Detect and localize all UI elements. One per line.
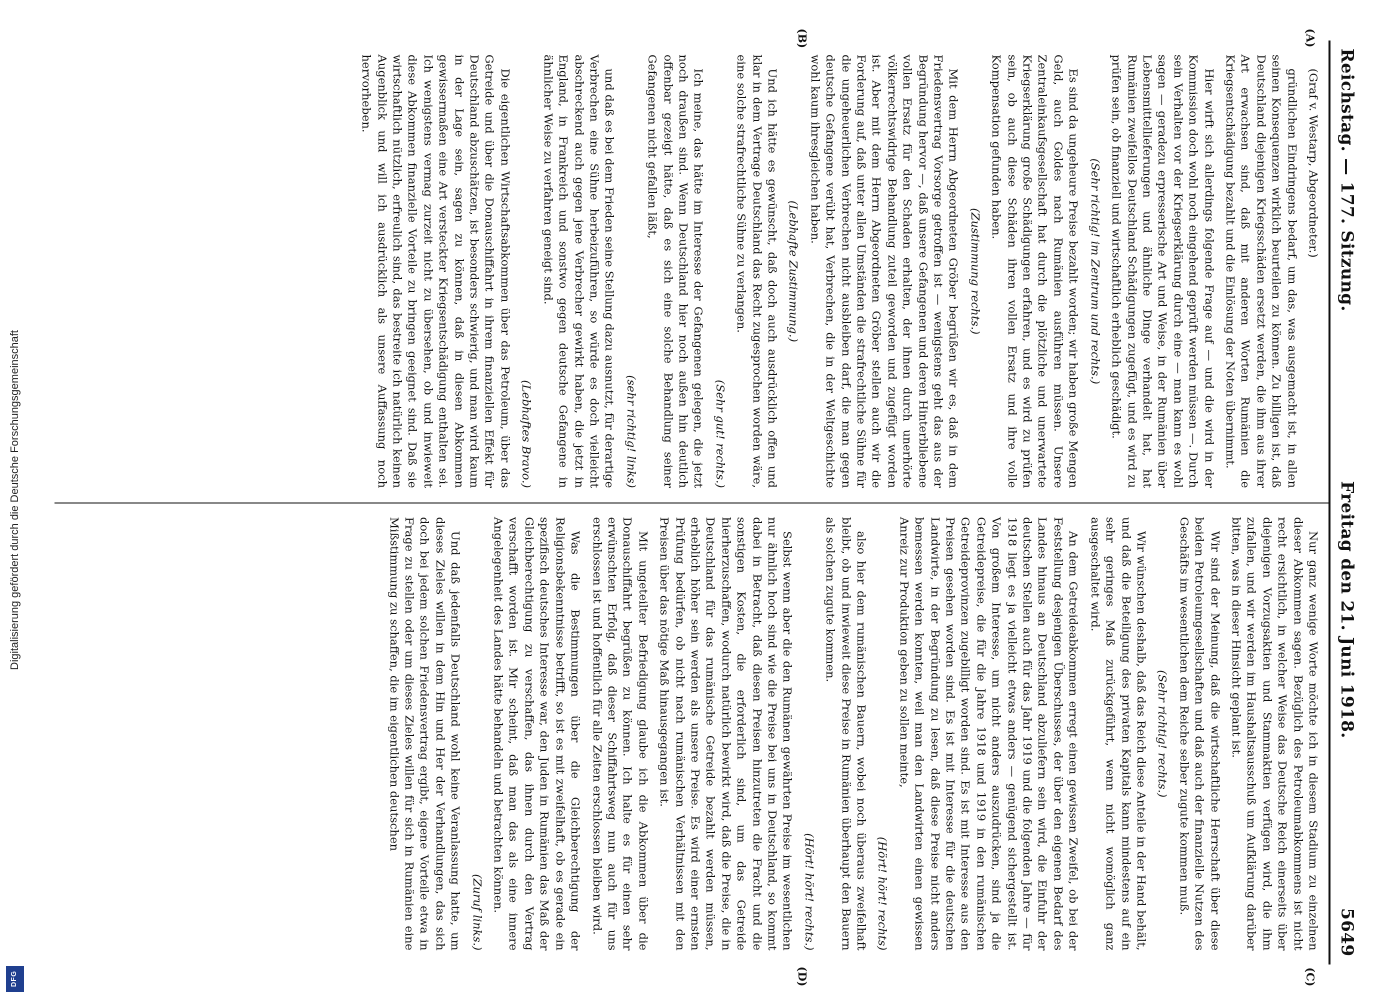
interjection: (sehr richtig! links) (624, 375, 639, 488)
paragraph: gründlichen Eindringens bedarf, um das, was ausgemacht ist, in allen seinen Konsequenzen wirklich beurteilen zu können. Zu billigen ist, daß Deutschland diejenigen Kriegsschäden ersetzt werden, die ihm aus ihrer Art erwachsen sind, daß mit anderen Worten Rumänien die Kriegsentschädigung bezahlt und die Einlösung der Noten übernimmt. (1223, 54, 1300, 488)
paragraph: Nur ganz wenige Worte möchte ich in diesem Stadium zu einzelnen dieser Abkommen sagen. Bezüglich des Petroleumabkommens ist nicht recht ersichtlich, in welcher Weise das Deutsche Reich einerseits über diejenigen Vorzugsaktien und Stammaktien verfügen wird, die ihm zufallen, und wir werden im Haushaltsausschuß um Aufklärung darüber bitten, was in dieser Hinsicht geplant ist. (1229, 517, 1321, 951)
interjection: (Hört! hört! rechts) (875, 836, 890, 951)
paragraph: Hier wirft sich allerdings folgende Frage auf — und die wird in der Kommission doch wohl noch eingehend geprüft werden müssen —. Durch sein Verhalten vor der Kriegserklärung durch eine — man kann es wohl sagen — geradezu erpresserische Art und Weise, in der Rumänien über Lebensmittellieferungen und ähnliche Dinge verhandelt hat, hat Rumänien zweifellos Deutschland Schädigungen zugefügt, und es wird zu prüfen sein, ob finanziell und wirtschaftlich erheblich geschädigt. (1109, 54, 1217, 488)
paragraph: Mit dem Herrn Abgeordneten Gröber begrüßen wir es, daß in dem Friedensvertrag Vorsorge getroffen ist — wenigstens geht das aus der Begründung hervor —, daß unsere Gefangenen und deren Hinterbliebene vollen Ersatz für den Schaden erhalten, der ihnen durch unerhörte völkerrechtswidrige Behandlung zuteil geworden und zugefügt worden ist. Aber mit dem Herrn Abgeordneten Gröber stellen auch wir die Forderung auf, daß unter allen Umständen die strafrechtliche Sühne für die ungeheuerlichen Verbrechen nicht ausbleiben darf, die man gegen deutsche Gefangene verübt hat, Verbrechen, die in der Weltgeschichte wohl kaum ihresgleichen haben. (808, 54, 961, 488)
margin-mark-c: (C) (1303, 967, 1317, 987)
paragraph: Und ich hätte es gewünscht, daß doch auch ausdrücklich offen und klar in dem Vertrage Deutschland das Recht zugesprochen worden wäre, eine solche strafrechtliche Sühne zu verlangen. (734, 54, 780, 488)
interjection: (Lebhaftes Bravo.) (519, 380, 534, 488)
paragraph: und daß es bei dem Frieden seine Stellung dazu ausnutzt, für derartige Verbrechen eine Sühne herbeizuführen, so würde es doch vielleicht abschreckend auch gegen jene Verbrecher gewirkt haben, die jetzt in England, in Frankreich und sonstwo gegen deutsche Gefangene in ähnlicher Weise zu verfahren geneigt sind. (541, 54, 617, 488)
interjection: (Sehr richtig! rechts.) (1155, 669, 1170, 798)
text-columns (55, 28, 1329, 987)
paragraph: Wir wünschen deshalb, daß das Reich diese Anteile in der Hand behält, und daß die Beteiligung des privaten Kapitals kann mindestens auf ein sehr geringes Maß zurückgeführt, wenn nicht womöglich ganz ausgeschaltet wird. (1088, 517, 1149, 951)
margin-mark-a: (A) (1303, 28, 1317, 48)
margin-mark-d: (D) (795, 966, 809, 987)
right-column (55, 502, 1329, 987)
paragraph: also hier dem rumänischen Bauern, wobei noch überaus zweifelhaft bleibt, ob und inwieweit diese Preise in Rumänien überhaupt den Bauern als solchen zugute kommen. (823, 517, 869, 951)
interjection: (Zustimmung rechts.) (968, 207, 983, 335)
header-left: Reichstag. — 177. Sitzung. (1336, 48, 1357, 312)
paragraph: Wir sind der Meinung, daß die wirtschaftliche Herrschaft über diese beiden Petroleumgesellschaften und daß auch der finanzielle Nutzen des Geschäfts im wesentlichen dem Reiche selber zugute kommen muß. (1177, 517, 1223, 951)
paragraph: Was die Bestimmungen über die Gleichberechtigung der Religionsbekenntnisse betrifft, so ist es mit zweifelhaft, ob es gerade ein spezifisch deutsches Interesse war, den Juden in Rumänien das Maß der Gleichberechtigung zu verschaffen, das ihnen durch den Vertrag verschafft worden ist. Mir scheint, daß man das als eine innere Angelegenheit des Landes hätte behandeln und betrachten können. (491, 517, 583, 951)
interjection: (Sehr gut! rechts.) (713, 379, 728, 488)
left-column (55, 28, 1329, 503)
paragraph: Es sind da ungeheure Preise bezahlt worden; wir haben große Mengen Geld, auch Goldes nach Rumänien ausführen müssen. Unsere Zentraleinkaufsgesellschaft hat durch die plötzliche und unerwartete Kriegserklärung große Schädigungen erfahren, und es wird zu prüfen sein, ob auch diese Schäden ihren vollen Ersatz und ihre volle Kompensation gefunden haben. (989, 54, 1081, 488)
dfg-logo: DFG (6, 966, 24, 992)
paragraph: Ich meine, das hätte im Interesse der Gefangenen gelegen, die jetzt noch draußen sind. Wenn Deutschland hier noch außen hin deutlich offenbar gezeigt hätte, daß es sich eine solche Behandlung seiner Gefangenen nicht gefallen läßt, (645, 54, 706, 488)
interjection: (Sehr richtig! im Zentrum und rechts.) (1088, 158, 1103, 385)
paragraph: Mit ungeteilter Befriedigung glaube ich die Abkommen über die Donauschiffahrt begrüßen zu können. Ich halte es für einen sehr erwünschten Erfolg, daß dieser Schiffahrtsweg nun auch für uns erschlossen ist und hoffentlich für alle Zeiten erschlossen bleiben wird. (590, 517, 651, 951)
credit-strip (0, 0, 30, 1000)
interjection: (Zuruf links.) (470, 874, 485, 951)
speaker-line: (Graf v. Westarp, Abgeordneter.) (1306, 68, 1321, 258)
paragraph: Selbst wenn aber die den Rumänen gewährten Preise im wesentlichen nur ähnlich hoch sind wie die Preise bei uns in Deutschland, so kommt dabei in Betracht, daß diesen Preisen hinzutreten die Fracht und die sonstigen Kosten, die erforderlich sind, um das Getreide hierherzuschaffen, wodurch natürlich bewirkt wird, daß die Preise, die in Deutschland für das rumänische Getreide bezahlt werden müssen, erheblich höher sein werden als unsere Preise. Es wird einer ernsten Prüfung bedürfen, ob nicht nach rumänischen Verhältnissen mit den Preisen über das nötige Maß hinausgegangen ist. (657, 517, 795, 951)
scanned-page (30, 1, 1383, 1001)
margin-mark-b: (B) (795, 28, 809, 49)
paragraph: Und daß jedenfalls Deutschland wohl keine Veranlassung hatte, um dieses Zieles willen in dem Hin und Her der Verhandlungen, das sich doch bei jedem solchen Friedensvertrag ergibt, eigene Vorteile etwa in Frage zu stellen oder um dieses Zieles willen für sich in Rumänien eine Mißstimmung zu schaffen, die im eigentlichen deutschen (387, 517, 463, 951)
page-header (1329, 41, 1359, 965)
paragraph: An dem Getreideabkommen erregt einen gewissen Zweifel, ob bei der Feststellung desjenigen Überschusses, der über den eigenen Bedarf des Landes hinaus an Deutschland abzuliefern sein wird, die Einfuhr der deutschen Stellen auch für das Jahr 1919 und die folgenden Jahre — für 1918 liegt es ja vielleicht etwas anders — genügend sichergestellt ist. Von großem Interesse, um nicht anders auszudrücken, sind ja die Getreidepreise, die für die Jahre 1918 und 1919 in den rumänischen Getreideprovinzen zugebilligt worden sind. Es ist mit Interesse aus den Preisen gesehen worden sind. Es ist mit Interesse für die deutschen Landwirte, in der Begründung zu lesen, daß diese Preise nicht anders bemessen werden konnten, weil man den Landwirten einen gewissen Anreiz zur Produktion geben zu sollen meinte, (897, 517, 1081, 951)
header-center: Freitag den 21. Juni 1918. (1336, 481, 1357, 739)
page-frame (30, 0, 1383, 1000)
interjection: (Lebhafte Zustimmung.) (786, 200, 801, 343)
paragraph: Die eigentlichen Wirtschaftsabkommen über das Petroleum, über das Getreide und über die Donauschiffahrt in ihrem finanziellen Effekt für Deutschland abzuschätzen, ist besonders schwierig, und man wird kaum in der Lage sein, sagen zu können, daß in diesen Abkommen gewissermaßen eine Art versteckter Kriegsentschädigung enthalten sei. Ich wenigstens vermag zurzeit nicht zu übersehen, ob und inwieweit diese Abkommen finanzielle Vorteile zu bringen geeignet sind. Daß sie wirtschaftlich nützlich, erfreulich sind, das bestreite ich natürlich keinen Augenblick und will ich ausdrücklich als unsere Auffassung noch hervorheben. (359, 54, 513, 488)
page-number: 5649 (1336, 907, 1357, 957)
digitization-credit: Digitalisierung gefördert durch die Deutsche Forschungsgemeinschaft (9, 330, 21, 670)
interjection: (Hört! hört! rechts.) (802, 833, 817, 951)
